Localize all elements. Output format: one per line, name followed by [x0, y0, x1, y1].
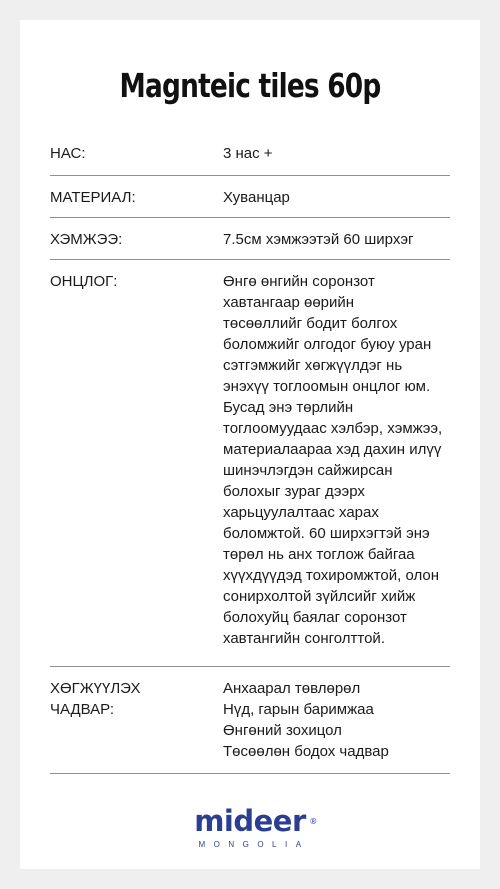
feature-line: материалаараа хэд дахин илүү — [223, 441, 442, 458]
skills-label-line: ХӨГЖҮҮЛЭХ — [50, 680, 141, 697]
spec-row-size — [50, 218, 450, 260]
feature-line: хавтангийн сонголттой. — [223, 630, 385, 647]
spec-label-material: МАТЕРИАЛ: — [50, 189, 136, 206]
spec-row-skills — [50, 667, 450, 774]
logo-wordmark — [194, 804, 317, 838]
feature-line: тоглоомуудаас хэлбэр, хэмжээ, — [223, 420, 443, 437]
feature-line: Өнгө өнгийн соронзот — [223, 273, 375, 290]
feature-line: боломжтой. 60 ширхэгтэй энэ — [223, 525, 430, 542]
logo-word-text: mideer — [194, 804, 306, 838]
spec-label-features: ОНЦЛОГ: — [50, 273, 118, 290]
skills-label-line: ЧАДВАР: — [50, 701, 115, 718]
spec-label-age: НАС: — [50, 145, 86, 162]
spec-value-age: 3 нас + — [223, 145, 273, 162]
feature-line: болохуйц баялаг соронзот — [223, 609, 407, 626]
spec-table — [50, 133, 450, 774]
feature-line: сонирхолтой зүйлсийг хийж — [223, 588, 416, 605]
skill-item: Анхаарал төвлөрөл — [223, 680, 361, 697]
brand-logo — [20, 806, 480, 849]
feature-line: болохыг зураг дээрх — [223, 483, 365, 500]
registered-mark-icon: ® — [309, 817, 317, 826]
feature-line: хавтангаар өөрийн — [223, 294, 355, 311]
feature-line: боломжийг олгодог буюу уран — [223, 336, 432, 353]
feature-line: төсөөллийг бодит болгох — [223, 315, 398, 332]
spec-value-size: 7.5см хэмжээтэй 60 ширхэг — [223, 231, 414, 248]
product-spec-card — [20, 20, 480, 869]
skill-item: Нүд, гарын баримжаа — [223, 701, 374, 718]
skills-list — [223, 678, 450, 773]
logo-subtitle: MONGOLIA — [198, 840, 310, 849]
spec-row-age — [50, 133, 450, 176]
skill-item: Өнгөний зохицол — [223, 722, 342, 739]
skill-item: Төсөөлөн бодох чадвар — [223, 743, 389, 760]
feature-line: Бусад энэ төрлийн — [223, 399, 354, 416]
feature-line: шинэчлэгдэн сайжирсан — [223, 462, 393, 479]
feature-line: харьцуулалтаас харах — [223, 504, 379, 521]
feature-line: сэтгэмжийг хөгжүүлдэг нь — [223, 357, 403, 374]
feature-line: энэхүү тоглоомын онцлог юм. — [223, 378, 431, 395]
spec-label-size: ХЭМЖЭЭ: — [50, 231, 123, 248]
feature-line: хүүхдүүдэд тохиромжтой, олон — [223, 567, 440, 584]
spec-label-skills — [50, 678, 223, 773]
spec-row-features — [50, 260, 450, 667]
spec-value-features — [223, 271, 450, 666]
spec-value-material: Хуванцар — [223, 189, 290, 206]
spec-row-material — [50, 176, 450, 218]
feature-line: төрөл нь анх тоглож байгаа — [223, 546, 415, 563]
page-title: Magnteic tiles 60p — [119, 66, 381, 105]
